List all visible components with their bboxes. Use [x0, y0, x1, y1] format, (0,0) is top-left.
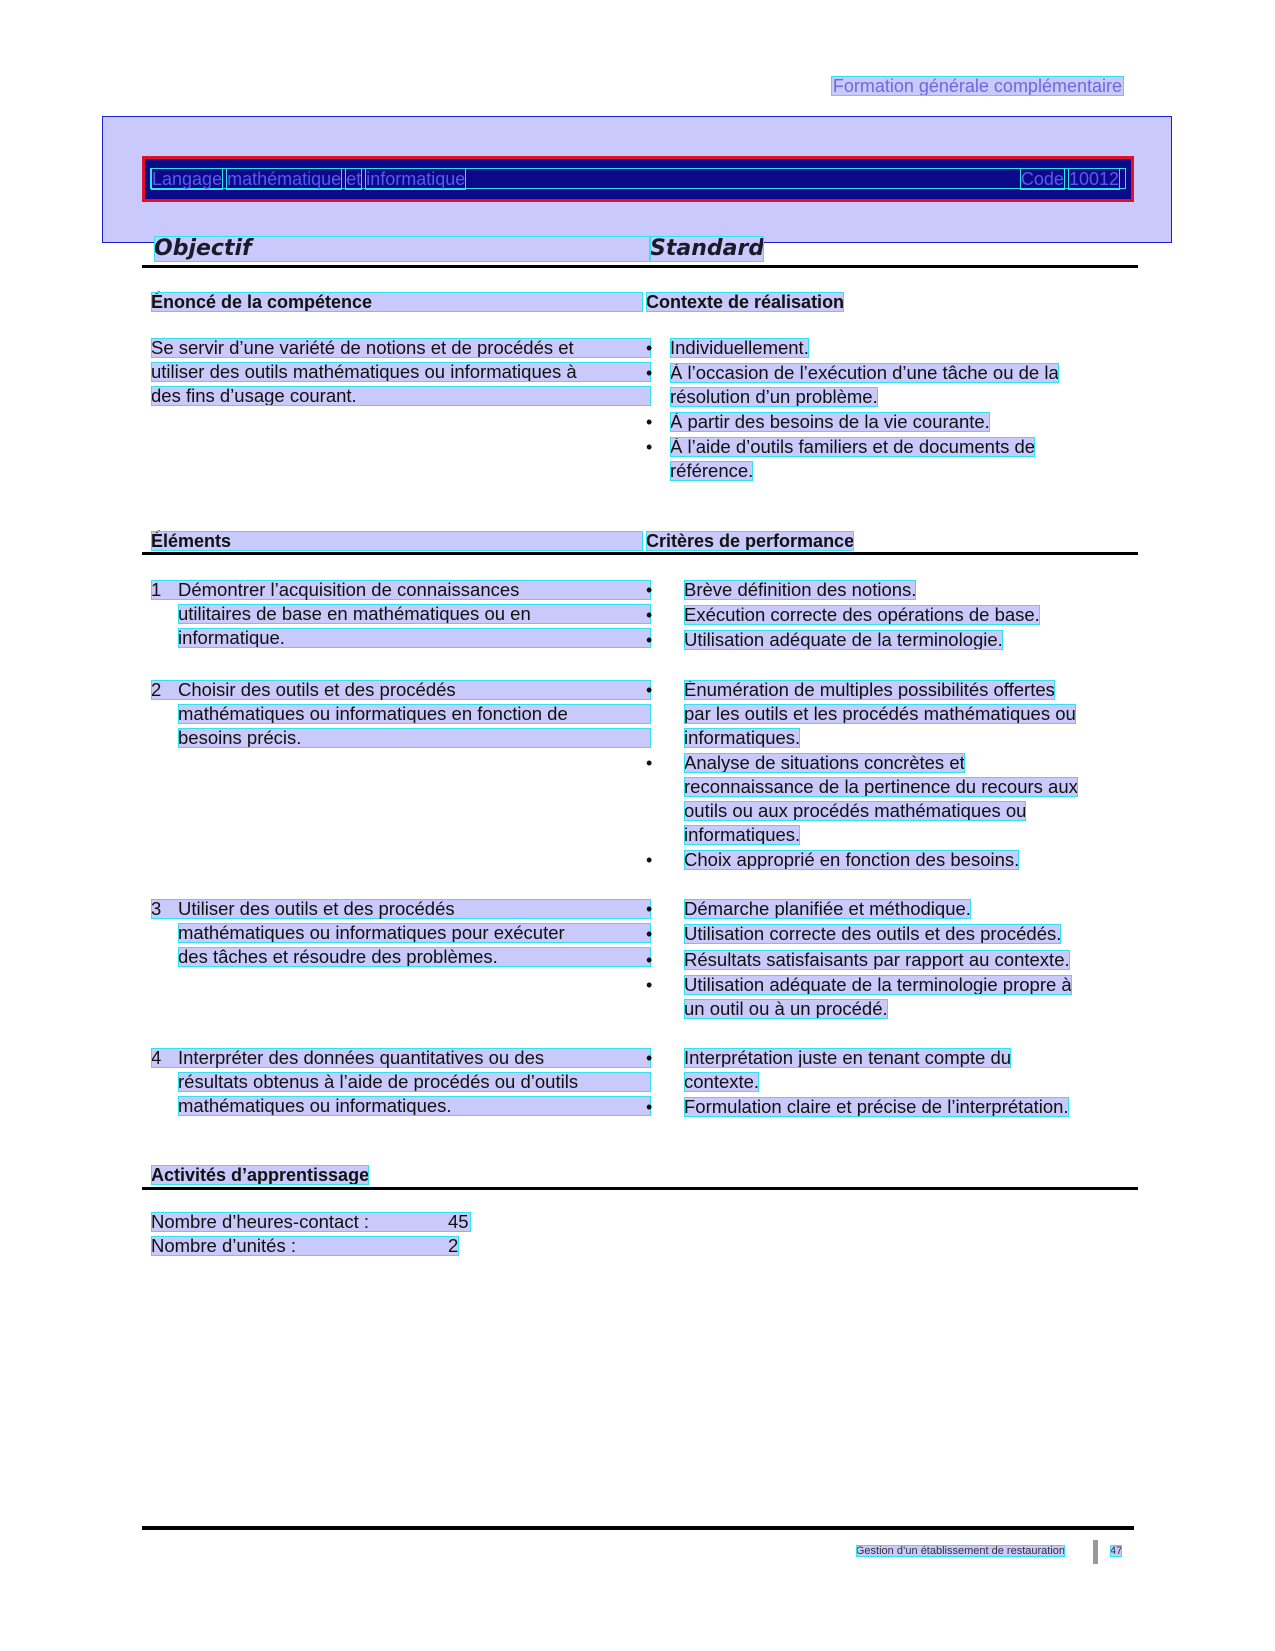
footer-rule: [142, 1526, 1134, 1530]
bullet: •: [646, 580, 653, 600]
element-number: 2: [151, 680, 651, 700]
criterion: un outil ou à un procédé.: [684, 998, 888, 1019]
criteria-3: [646, 899, 1126, 1029]
text-line: Se servir d’une variété de notions et de procédés et: [151, 338, 651, 358]
context-item: À l’occasion de l’exécution d’une tâche ou de la: [670, 362, 1059, 383]
bullet: •: [646, 950, 653, 970]
criteria-1: [646, 580, 1126, 660]
text-line: utilitaires de base en mathématiques ou en: [178, 604, 651, 624]
text-line: utiliser des outils mathématiques ou informatiques à: [151, 362, 651, 382]
criterion: reconnaissance de la pertinence du recours aux: [684, 776, 1078, 797]
criterion: Utilisation correcte des outils et des procédés.: [684, 923, 1062, 944]
divider: [142, 1187, 1138, 1190]
element-number: 1: [151, 580, 651, 600]
course-code: [1021, 169, 1119, 189]
hours-value: 45: [448, 1211, 469, 1232]
text-line: informatique.: [178, 628, 651, 648]
text-line: Interpréter des données quantitatives ou des: [178, 1047, 545, 1068]
context-item: référence.: [670, 460, 754, 481]
course-code-value: 10012: [1068, 169, 1119, 189]
text-line: Démontrer l’acquisition de connaissances: [178, 579, 520, 600]
text-line: mathématiques ou informatiques pour exécuter: [178, 923, 651, 943]
criterion: Interprétation juste en tenant compte du: [684, 1047, 1012, 1068]
hours-label: Nombre d’heures-contact :: [151, 1212, 471, 1232]
bullet: •: [646, 975, 653, 995]
text-line: des fins d’usage courant.: [151, 386, 651, 406]
element-number: 4: [151, 1048, 651, 1068]
bullet: •: [646, 630, 653, 650]
course-title-word: mathématique: [227, 169, 342, 189]
bullet: •: [646, 924, 653, 944]
criterion: Démarche planifiée et méthodique.: [684, 898, 971, 919]
criterion: Analyse de situations concrètes et: [684, 752, 965, 773]
context-item: À l’aide d’outils familiers et de documents de: [670, 436, 1036, 457]
competence-heading: Énoncé de la compétence: [151, 292, 643, 312]
course-title-word: Langage: [152, 169, 223, 189]
context-heading: Contexte de réalisation: [646, 292, 845, 312]
bullet: •: [646, 680, 653, 700]
footer-text: Gestion d’un établissement de restauration: [855, 1545, 1065, 1557]
course-title-word: et: [346, 169, 362, 189]
bullet: •: [646, 899, 653, 919]
page-number: 47: [1110, 1545, 1123, 1557]
criterion: informatiques.: [684, 727, 801, 748]
criterion: outils ou aux procédés mathématiques ou: [684, 800, 1027, 821]
criterion: Formulation claire et précise de l’interprétation.: [684, 1096, 1069, 1117]
element-1: [151, 580, 651, 660]
divider: [142, 265, 1138, 268]
criterion: Choix approprié en fonction des besoins.: [684, 849, 1020, 870]
element-4: [151, 1048, 651, 1128]
activities-heading: Activités d’apprentissage: [151, 1165, 370, 1185]
bullet: •: [646, 1097, 653, 1117]
text-line: résultats obtenus à l’aide de procédés ou d’outils: [178, 1072, 651, 1092]
text-line: mathématiques ou informatiques en fonction de: [178, 704, 651, 724]
text-line: Utiliser des outils et des procédés: [178, 898, 455, 919]
criterion: Résultats satisfaisants par rapport au contexte.: [684, 949, 1070, 970]
context-item: Individuellement.: [670, 337, 809, 358]
criterion: informatiques.: [684, 824, 801, 845]
criteria-2: [646, 680, 1126, 870]
element-2: [151, 680, 651, 760]
criterion: contexte.: [684, 1071, 760, 1092]
units-value: 2: [448, 1235, 459, 1256]
course-title-bar: [142, 156, 1134, 202]
activities-details: [151, 1212, 471, 1262]
bullet: •: [646, 363, 653, 383]
context-item: résolution d’un problème.: [670, 386, 878, 407]
criteria-heading: Critères de performance: [646, 531, 855, 551]
criterion: Énumération de multiples possibilités offertes: [684, 679, 1055, 700]
element-number: 3: [151, 899, 651, 919]
elements-heading: Éléments: [151, 531, 643, 551]
context-item: À partir des besoins de la vie courante.: [670, 411, 990, 432]
context-list: [646, 338, 1106, 498]
course-title-word: informatique: [366, 169, 466, 189]
bullet: •: [646, 437, 653, 457]
standard-heading: Standard: [650, 236, 765, 261]
criteria-4: [646, 1048, 1126, 1128]
element-3: [151, 899, 651, 979]
text-line: mathématiques ou informatiques.: [178, 1096, 651, 1116]
bullet: •: [646, 850, 653, 870]
bullet: •: [646, 605, 653, 625]
divider: [142, 552, 1138, 555]
text-line: besoins précis.: [178, 728, 651, 748]
bullet: •: [646, 753, 653, 773]
objective-heading: Objectif: [154, 236, 650, 262]
bullet: •: [646, 338, 653, 358]
criterion: Brève définition des notions.: [684, 579, 917, 600]
text-line: Choisir des outils et des procédés: [178, 679, 456, 700]
footer-separator: [1093, 1540, 1098, 1564]
criterion: Utilisation adéquate de la terminologie propre à: [684, 974, 1072, 995]
bullet: •: [646, 412, 653, 432]
units-label: Nombre d’unités :: [151, 1236, 459, 1256]
criterion: par les outils et les procédés mathématiques ou: [684, 703, 1076, 724]
course-code-label: Code: [1020, 169, 1064, 189]
text-line: des tâches et résoudre des problèmes.: [178, 947, 651, 967]
bullet: •: [646, 1048, 653, 1068]
criterion: Utilisation adéquate de la terminologie.: [684, 629, 1003, 650]
course-title: [152, 169, 465, 189]
criterion: Exécution correcte des opérations de base.: [684, 604, 1040, 625]
running-head: Formation générale complémentaire: [832, 76, 1122, 96]
